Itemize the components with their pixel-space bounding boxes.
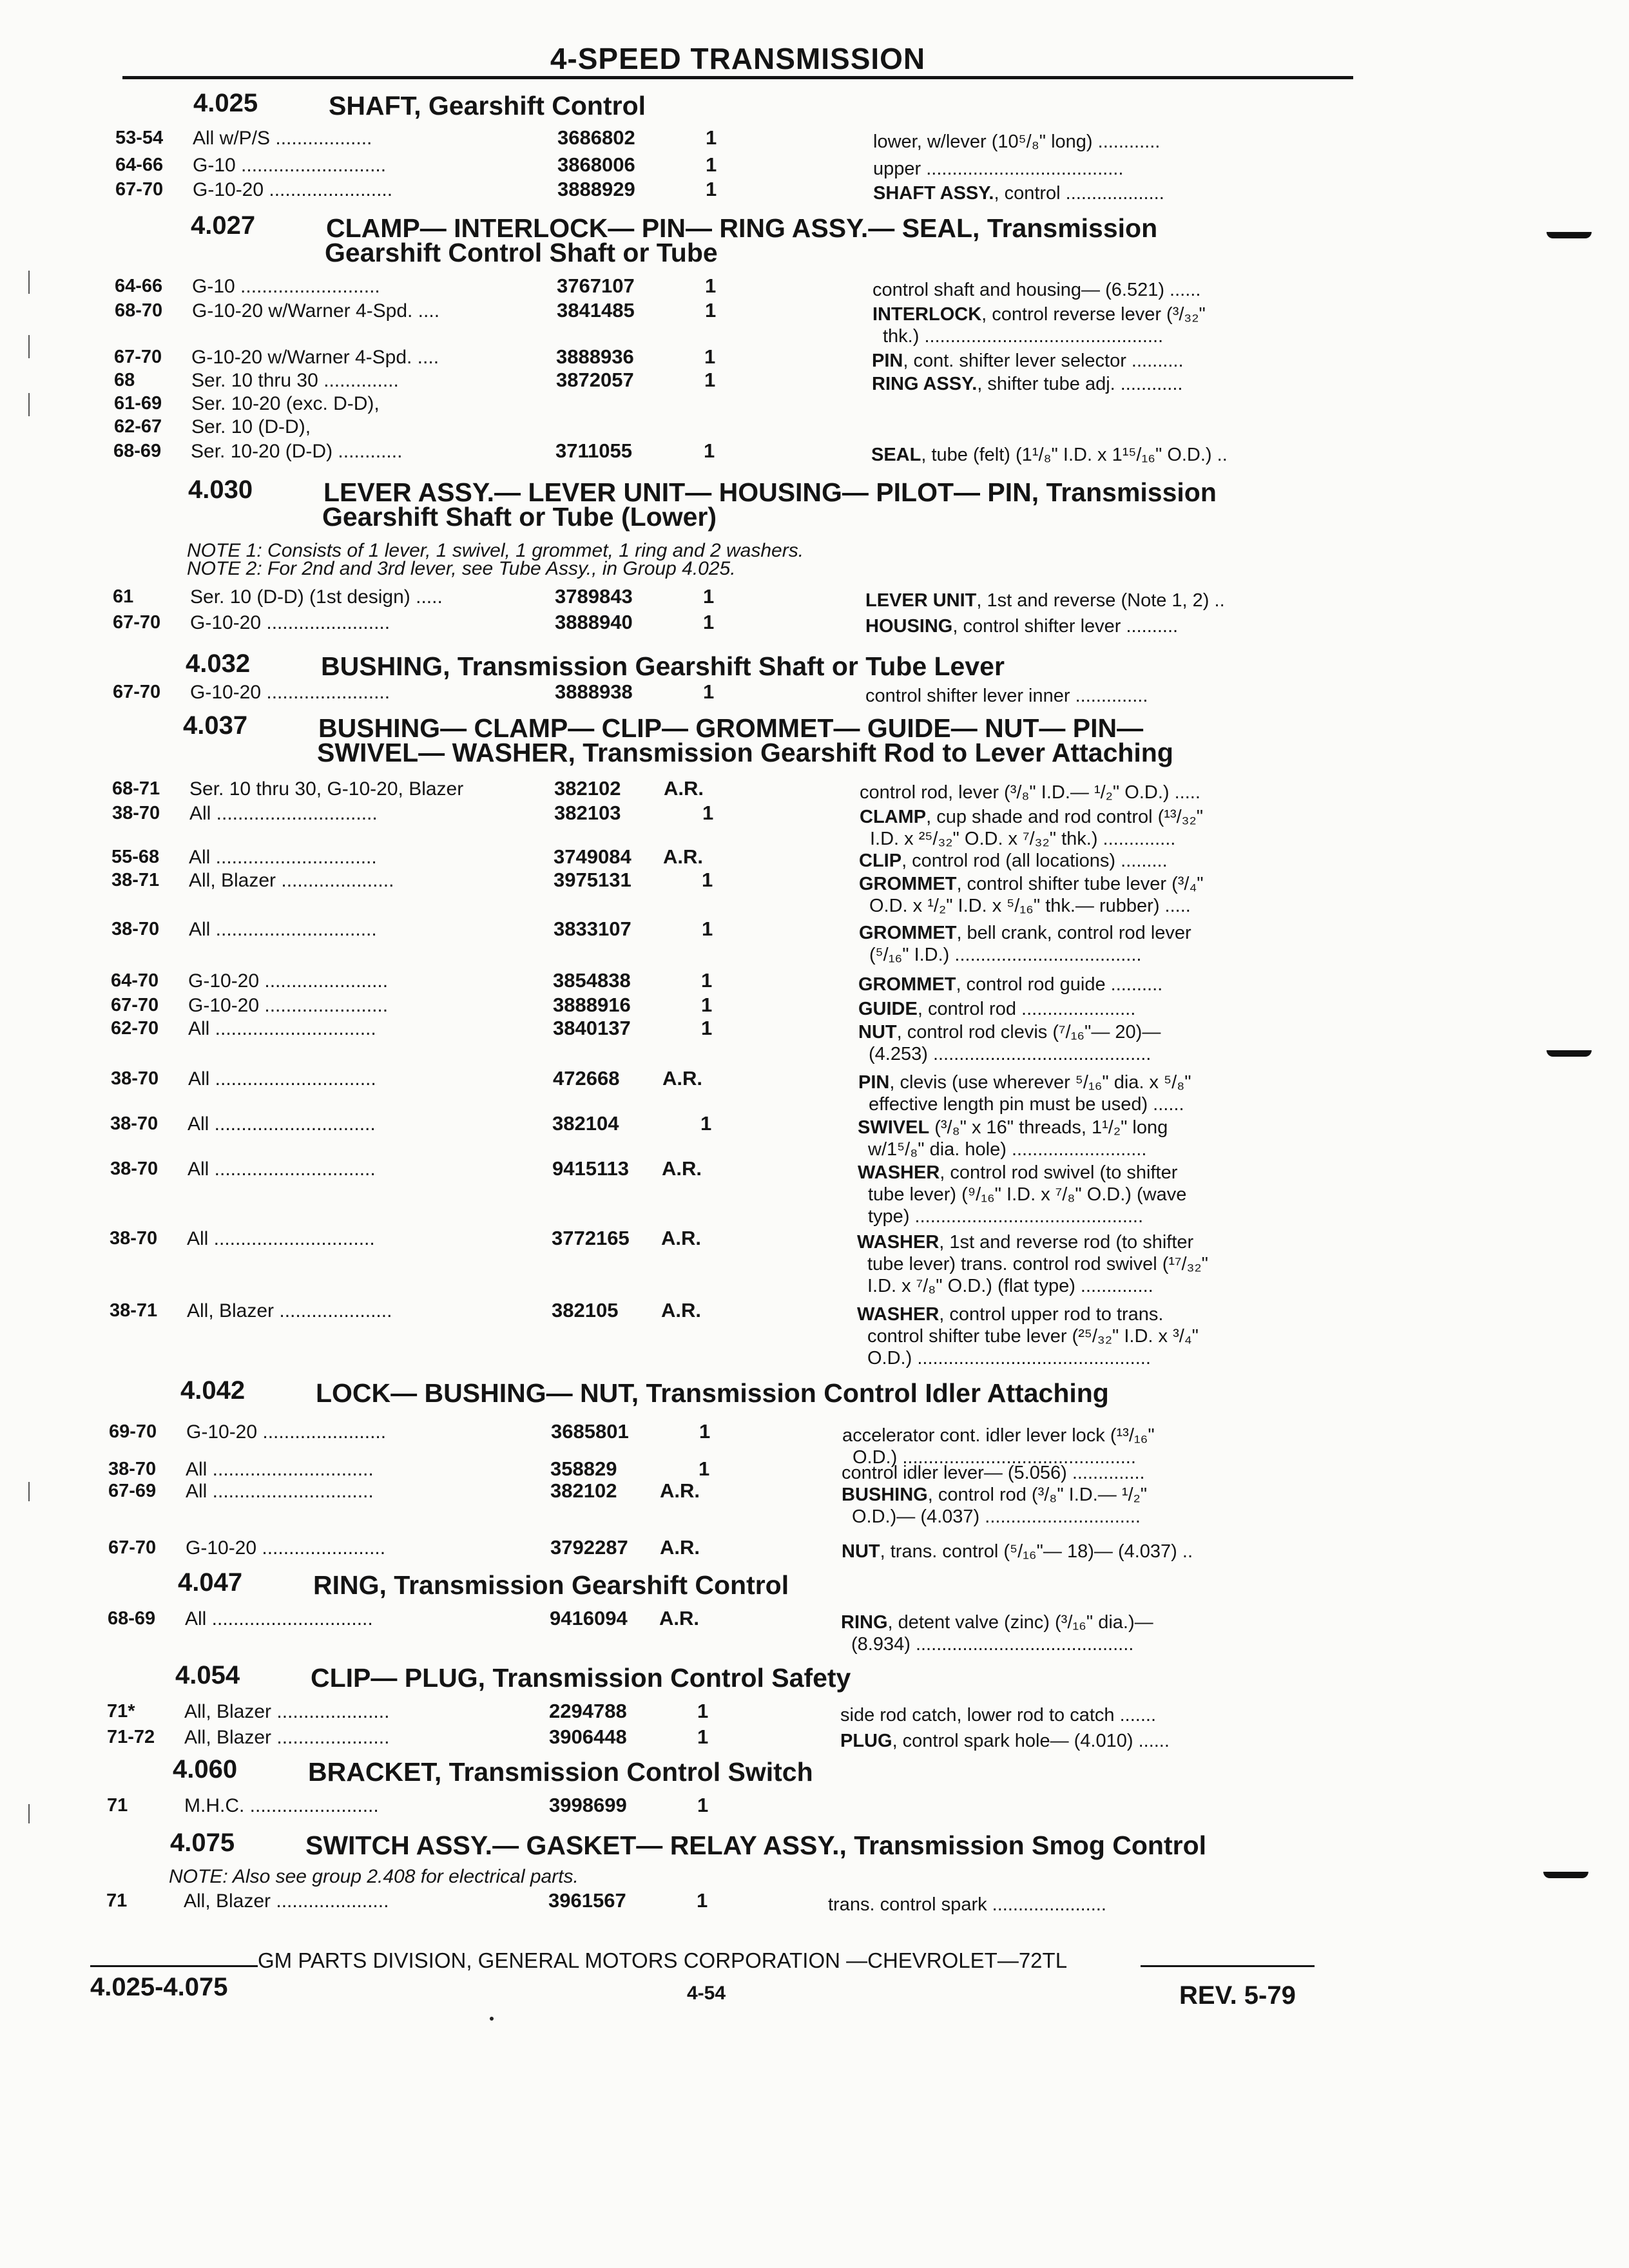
quantity: 1 (701, 1017, 713, 1039)
part-description: RING ASSY., shifter tube adj. ............ (872, 374, 1183, 394)
quantity: 1 (706, 178, 717, 200)
part-number: 3686802 (557, 126, 635, 149)
page-title: 4-SPEED TRANSMISSION (550, 42, 926, 75)
section-title: SHAFT, Gearshift Control (329, 91, 646, 120)
quantity: 1 (701, 994, 713, 1016)
part-description-cont: type) ............................................ (868, 1206, 1144, 1227)
model-applicability: G-10-20 w/Warner 4-Spd. .... (192, 300, 440, 322)
part-description: trans. control spark ...................... (828, 1894, 1106, 1915)
part-description-cont: (⁵/₁₆" I.D.) .................................... (869, 945, 1142, 965)
quantity: A.R. (664, 777, 704, 800)
model-applicability: G-10-20 ....................... (188, 970, 389, 992)
part-description-cont: O.D. x ¹/₂" I.D. x ⁵/₁₆" thk.— rubber) ..... (869, 896, 1191, 916)
section-note: NOTE: Also see group 2.408 for electrical parts. (169, 1866, 579, 1887)
part-keyword: NUT (858, 1022, 897, 1043)
part-number: 382103 (554, 802, 621, 824)
model-applicability: Ser. 10-20 (D-D) ............ (191, 441, 403, 462)
part-number: 3888936 (556, 345, 634, 368)
part-number: 358829 (550, 1457, 617, 1480)
model-year: 38-70 (110, 1158, 159, 1179)
model-applicability: G-10-20 w/Warner 4-Spd. .... (191, 347, 439, 368)
revision: REV. 5-79 (1179, 1981, 1296, 2010)
part-number: 3998699 (549, 1794, 627, 1816)
model-year: 38-70 (112, 803, 160, 823)
model-applicability: All .............................. (185, 1608, 373, 1629)
section-number: 4.025 (193, 89, 258, 117)
model-applicability: G-10 ........................... (193, 155, 387, 176)
section-title-cont: Gearshift Control Shaft or Tube (325, 238, 718, 267)
part-number: 3888938 (555, 680, 633, 703)
part-description: SHAFT ASSY., control ................... (873, 183, 1164, 204)
section-title-cont: SWIVEL— WASHER, Transmission Gearshift Rod to Lever Attaching (317, 738, 1173, 767)
part-number: 3792287 (550, 1536, 628, 1559)
part-description: control rod, lever (³/₈" I.D.— ¹/₂" O.D.) ..... (860, 782, 1200, 803)
part-number: 382105 (552, 1299, 619, 1321)
section-number: 4.075 (170, 1829, 235, 1857)
part-description: WASHER, 1st and reverse rod (to shifter (857, 1232, 1194, 1253)
quantity: 1 (702, 918, 713, 940)
part-description: side rod catch, lower rod to catch ....... (840, 1705, 1156, 1725)
part-keyword: PIN (872, 351, 903, 371)
page-number: 4-54 (687, 1983, 726, 2004)
quantity: A.R. (662, 1067, 702, 1090)
part-description-cont: (8.934) .......................................... (851, 1634, 1134, 1655)
part-description: lower, w/lever (10⁵/₈" long) ............ (873, 131, 1161, 152)
part-number: 3872057 (556, 369, 634, 391)
model-applicability: All .............................. (186, 1481, 374, 1502)
model-year: 61 (113, 586, 134, 607)
part-number: 382102 (550, 1479, 617, 1502)
part-keyword: CLIP (859, 850, 902, 871)
section-number: 4.032 (186, 649, 251, 678)
model-applicability: All, Blazer ..................... (184, 1727, 390, 1748)
part-description-cont: O.D.) ............................................. (867, 1348, 1151, 1369)
part-description: WASHER, control rod swivel (to shifter (858, 1162, 1178, 1183)
part-description-cont: w/1⁵/₈" dia. hole) .......................... (868, 1139, 1147, 1160)
part-keyword: LEVER UNIT (865, 590, 977, 611)
part-keyword: RING (841, 1612, 888, 1633)
part-description: INTERLOCK, control reverse lever (³/₃₂" (872, 304, 1206, 325)
part-description-cont: tube lever) trans. control rod swivel (¹⁷/₃₂" (867, 1254, 1208, 1274)
model-year: 68-70 (115, 300, 163, 321)
model-applicability: All .............................. (187, 1228, 375, 1249)
model-applicability: M.H.C. ........................ (184, 1795, 379, 1816)
model-applicability: All .............................. (188, 1068, 376, 1090)
part-description: SEAL, tube (felt) (1¹/₈" I.D. x 1¹⁵/₁₆" O.D.) .. (871, 445, 1228, 465)
quantity: 1 (704, 369, 716, 391)
model-applicability: All, Blazer ..................... (189, 870, 394, 891)
quantity: 1 (703, 611, 715, 633)
part-description: GROMMET, control rod guide .......... (858, 974, 1163, 995)
model-year: 61-69 (114, 393, 162, 414)
part-keyword: SEAL (871, 445, 921, 465)
part-number: 3888916 (553, 994, 631, 1016)
quantity: 1 (697, 1725, 709, 1748)
quantity: A.R. (663, 845, 703, 868)
part-keyword: GROMMET (859, 923, 957, 943)
part-description: HOUSING, control shifter lever .......... (865, 616, 1179, 637)
model-year: 68-69 (113, 441, 162, 461)
quantity: 1 (706, 126, 717, 149)
footer-rule (1141, 1965, 1315, 1967)
quantity: 1 (699, 1457, 710, 1480)
quantity: 1 (702, 869, 713, 891)
part-number: 3711055 (555, 439, 632, 462)
part-number: 3888929 (557, 178, 635, 200)
quantity: 1 (703, 585, 715, 608)
part-number: 382104 (552, 1112, 619, 1135)
part-description: CLAMP, cup shade and rod control (¹³/₃₂" (860, 807, 1204, 827)
model-applicability: G-10-20 ....................... (188, 995, 389, 1016)
part-number: 3767107 (557, 274, 635, 297)
quantity: 1 (697, 1700, 709, 1722)
model-applicability: G-10-20 ....................... (190, 682, 390, 703)
footer-division: GM PARTS DIVISION, GENERAL MOTORS CORPORATION —CHEVROLET—72TL (258, 1948, 1068, 1972)
model-applicability: G-10-20 ....................... (186, 1421, 387, 1443)
model-year: 62-67 (114, 416, 162, 437)
model-year: 68-69 (108, 1608, 156, 1629)
model-year: 64-66 (115, 155, 164, 175)
part-description: upper ...................................... (873, 159, 1124, 179)
footer-range: 4.025-4.075 (90, 1973, 228, 2001)
quantity: A.R. (661, 1299, 701, 1321)
quantity: 1 (705, 299, 717, 322)
part-number: 9416094 (550, 1607, 628, 1629)
part-keyword: INTERLOCK (872, 304, 982, 325)
part-description-cont: (4.253) .......................................... (869, 1044, 1152, 1064)
quantity: A.R. (660, 1536, 700, 1559)
section-title: BUSHING— CLAMP— CLIP— GROMMET— GUIDE— NUT— PIN— (318, 713, 1144, 743)
part-description: GROMMET, control shifter tube lever (³/₄" (859, 874, 1204, 894)
section-number: 4.027 (191, 211, 256, 240)
section-number: 4.042 (180, 1376, 246, 1405)
section-title: BRACKET, Transmission Control Switch (308, 1757, 813, 1787)
section-number: 4.060 (173, 1755, 238, 1783)
model-year: 38-70 (111, 919, 160, 939)
section-title: BUSHING, Transmission Gearshift Shaft or Tube Lever (321, 651, 1005, 681)
part-description: control idler lever— (5.056) .............. (842, 1463, 1145, 1483)
part-keyword: WASHER (857, 1304, 940, 1325)
part-keyword: RING ASSY. (872, 374, 978, 394)
model-year: 69-70 (109, 1421, 157, 1442)
model-applicability: All .............................. (188, 1158, 376, 1180)
part-keyword: WASHER (857, 1232, 940, 1253)
model-applicability: G-10-20 ....................... (186, 1537, 386, 1559)
model-applicability: Ser. 10 thru 30, G-10-20, Blazer (189, 778, 464, 800)
model-year: 71 (107, 1795, 128, 1816)
model-applicability: All, Blazer ..................... (187, 1300, 392, 1321)
model-year: 68 (114, 370, 135, 390)
part-number: 3833107 (554, 918, 631, 940)
quantity: 1 (701, 969, 713, 992)
quantity: 1 (700, 1112, 712, 1135)
part-description: NUT, control rod clevis (⁷/₁₆"— 20)— (858, 1022, 1161, 1043)
model-year: 62-70 (111, 1018, 159, 1039)
part-keyword: GROMMET (859, 874, 957, 894)
quantity: 1 (706, 153, 717, 176)
model-year: 67-70 (113, 682, 161, 702)
part-description: NUT, trans. control (⁵/₁₆"— 18)— (4.037) .. (842, 1541, 1193, 1562)
part-number: 3789843 (555, 585, 633, 608)
quantity: 1 (697, 1889, 708, 1912)
part-number: 3749084 (554, 845, 631, 868)
model-year: 67-70 (114, 347, 162, 367)
part-keyword: SHAFT ASSY. (873, 183, 994, 204)
quantity: 1 (705, 274, 717, 297)
part-number: 3975131 (554, 869, 631, 891)
part-description: RING, detent valve (zinc) (³/₁₆" dia.)— (841, 1612, 1153, 1633)
part-number: 3685801 (551, 1420, 629, 1443)
model-year: 71* (107, 1701, 135, 1722)
model-applicability: All w/P/S .................. (193, 128, 372, 149)
quantity: A.R. (662, 1157, 702, 1180)
part-description-cont: O.D.)— (4.037) .............................. (852, 1506, 1141, 1527)
model-year: 55-68 (111, 847, 160, 867)
model-applicability: All, Blazer ..................... (184, 1701, 390, 1722)
section-number: 4.047 (178, 1568, 243, 1597)
model-year: 38-71 (111, 870, 160, 890)
part-description: PIN, clevis (use wherever ⁵/₁₆" dia. x ⁵/₈" (858, 1072, 1191, 1093)
part-description-cont: effective length pin must be used) ...... (869, 1094, 1184, 1115)
model-year: 38-70 (108, 1459, 157, 1479)
part-description: PIN, cont. shifter lever selector .......... (872, 351, 1184, 371)
section-title: LOCK— BUSHING— NUT, Transmission Control Idler Attaching (316, 1378, 1109, 1408)
part-description: BUSHING, control rod (³/₈" I.D.— ¹/₂" (842, 1485, 1148, 1505)
model-year: 67-70 (113, 612, 161, 633)
part-number: 382102 (554, 777, 621, 800)
model-applicability: G-10-20 ....................... (193, 179, 393, 200)
part-description: GROMMET, bell crank, control rod lever (859, 923, 1191, 943)
part-number: 3841485 (557, 299, 635, 322)
model-year: 64-70 (111, 970, 159, 991)
model-applicability: All .............................. (186, 1459, 374, 1480)
model-year: 67-70 (115, 179, 164, 200)
model-applicability: Ser. 10-20 (exc. D-D), (191, 393, 380, 414)
part-keyword: GROMMET (858, 974, 956, 995)
model-year: 71 (106, 1890, 128, 1911)
model-year: 38-70 (111, 1068, 159, 1089)
part-description-cont: O.D.) ............................................. (853, 1447, 1136, 1468)
part-number: 9415113 (552, 1157, 629, 1180)
part-keyword: PLUG (840, 1731, 892, 1751)
model-applicability: All .............................. (189, 847, 377, 868)
model-year: 67-70 (108, 1537, 157, 1558)
section-title: CLAMP— INTERLOCK— PIN— RING ASSY.— SEAL, Transmission (326, 213, 1158, 243)
part-keyword: NUT (842, 1541, 880, 1562)
part-description: CLIP, control rod (all locations) ......... (859, 850, 1168, 871)
part-description: control shaft and housing— (6.521) ...... (872, 280, 1201, 300)
model-applicability: All, Blazer ..................... (184, 1890, 389, 1912)
part-number: 2294788 (549, 1700, 627, 1722)
model-year: 64-66 (115, 276, 163, 296)
part-keyword: WASHER (858, 1162, 940, 1183)
model-applicability: Ser. 10 (D-D) (1st design) ..... (190, 586, 443, 608)
part-number: 3961567 (548, 1889, 626, 1912)
model-applicability: G-10-20 ....................... (190, 612, 390, 633)
part-description: SWIVEL (³/₈" x 16" threads, 1¹/₂" long (858, 1117, 1168, 1138)
part-number: 3772165 (552, 1227, 630, 1249)
model-applicability: Ser. 10 thru 30 .............. (191, 370, 399, 391)
quantity: 1 (699, 1420, 711, 1443)
model-applicability: All .............................. (188, 1113, 376, 1135)
section-note: NOTE 2: For 2nd and 3rd lever, see Tube Assy., in Group 4.025. (187, 558, 736, 579)
part-number: 472668 (553, 1067, 620, 1090)
part-description: control shifter lever inner .............. (865, 686, 1148, 706)
model-applicability: G-10 .......................... (192, 276, 380, 297)
quantity: 1 (704, 345, 716, 368)
part-keyword: GUIDE (858, 999, 918, 1019)
part-description: WASHER, control upper rod to trans. (857, 1304, 1164, 1325)
model-applicability: All .............................. (189, 803, 378, 824)
part-number: 3906448 (549, 1725, 627, 1748)
model-year: 67-70 (111, 995, 159, 1015)
part-description-cont: I.D. x ²⁵/₃₂" O.D. x ⁷/₃₂" thk.) .............. (870, 829, 1176, 849)
part-keyword: SWIVEL (858, 1117, 930, 1138)
part-description-cont: control shifter tube lever (²⁵/₃₂" I.D. x ³/₄" (867, 1326, 1199, 1347)
model-applicability: All .............................. (188, 1018, 376, 1039)
quantity: A.R. (659, 1607, 699, 1629)
section-note: NOTE 1: Consists of 1 lever, 1 swivel, 1 grommet, 1 ring and 2 washers. (187, 540, 804, 561)
model-year: 53-54 (115, 128, 164, 148)
part-number: 3868006 (557, 153, 635, 176)
model-year: 71-72 (107, 1727, 155, 1747)
section-title: SWITCH ASSY.— GASKET— RELAY ASSY., Transmission Smog Control (305, 1831, 1207, 1860)
part-number: 3888940 (555, 611, 633, 633)
part-description: accelerator cont. idler lever lock (¹³/₁₆" (842, 1425, 1155, 1446)
quantity: 1 (697, 1794, 709, 1816)
section-number: 4.030 (188, 476, 253, 504)
model-applicability: Ser. 10 (D-D), (191, 416, 311, 437)
part-number: 3840137 (553, 1017, 631, 1039)
model-year: 67-69 (108, 1481, 157, 1501)
part-keyword: BUSHING (842, 1485, 928, 1505)
section-title: RING, Transmission Gearshift Control (313, 1570, 789, 1600)
part-description: GUIDE, control rod ...................... (858, 999, 1136, 1019)
footer-rule (90, 1965, 258, 1967)
model-year: 38-70 (110, 1113, 159, 1134)
part-description: LEVER UNIT, 1st and reverse (Note 1, 2) .. (865, 590, 1225, 611)
part-keyword: CLAMP (860, 807, 927, 827)
part-number: 3854838 (553, 969, 631, 992)
model-applicability: All .............................. (189, 919, 377, 940)
part-description-cont: thk.) .............................................. (883, 326, 1164, 347)
model-year: 38-70 (110, 1228, 158, 1249)
part-description-cont: I.D. x ⁷/₈" O.D.) (flat type) .............. (867, 1276, 1153, 1296)
quantity: 1 (702, 802, 714, 824)
section-title-cont: Gearshift Shaft or Tube (Lower) (322, 502, 717, 532)
quantity: A.R. (661, 1227, 701, 1249)
model-year: 38-71 (110, 1300, 158, 1321)
section-number: 4.037 (183, 711, 248, 740)
part-keyword: HOUSING (865, 616, 953, 637)
part-keyword: PIN (858, 1072, 890, 1093)
quantity: 1 (704, 439, 715, 462)
part-description: PLUG, control spark hole— (4.010) ...... (840, 1731, 1170, 1751)
quantity: A.R. (660, 1479, 700, 1502)
section-title: CLIP— PLUG, Transmission Control Safety (311, 1663, 851, 1693)
section-number: 4.054 (175, 1661, 240, 1689)
part-description-cont: tube lever) (⁹/₁₆" I.D. x ⁷/₈" O.D.) (wave (868, 1184, 1187, 1205)
quantity: 1 (703, 680, 715, 703)
model-year: 68-71 (112, 778, 160, 799)
section-title: LEVER ASSY.— LEVER UNIT— HOUSING— PILOT— PIN, Transmission (323, 477, 1217, 507)
speck (490, 2017, 494, 2021)
